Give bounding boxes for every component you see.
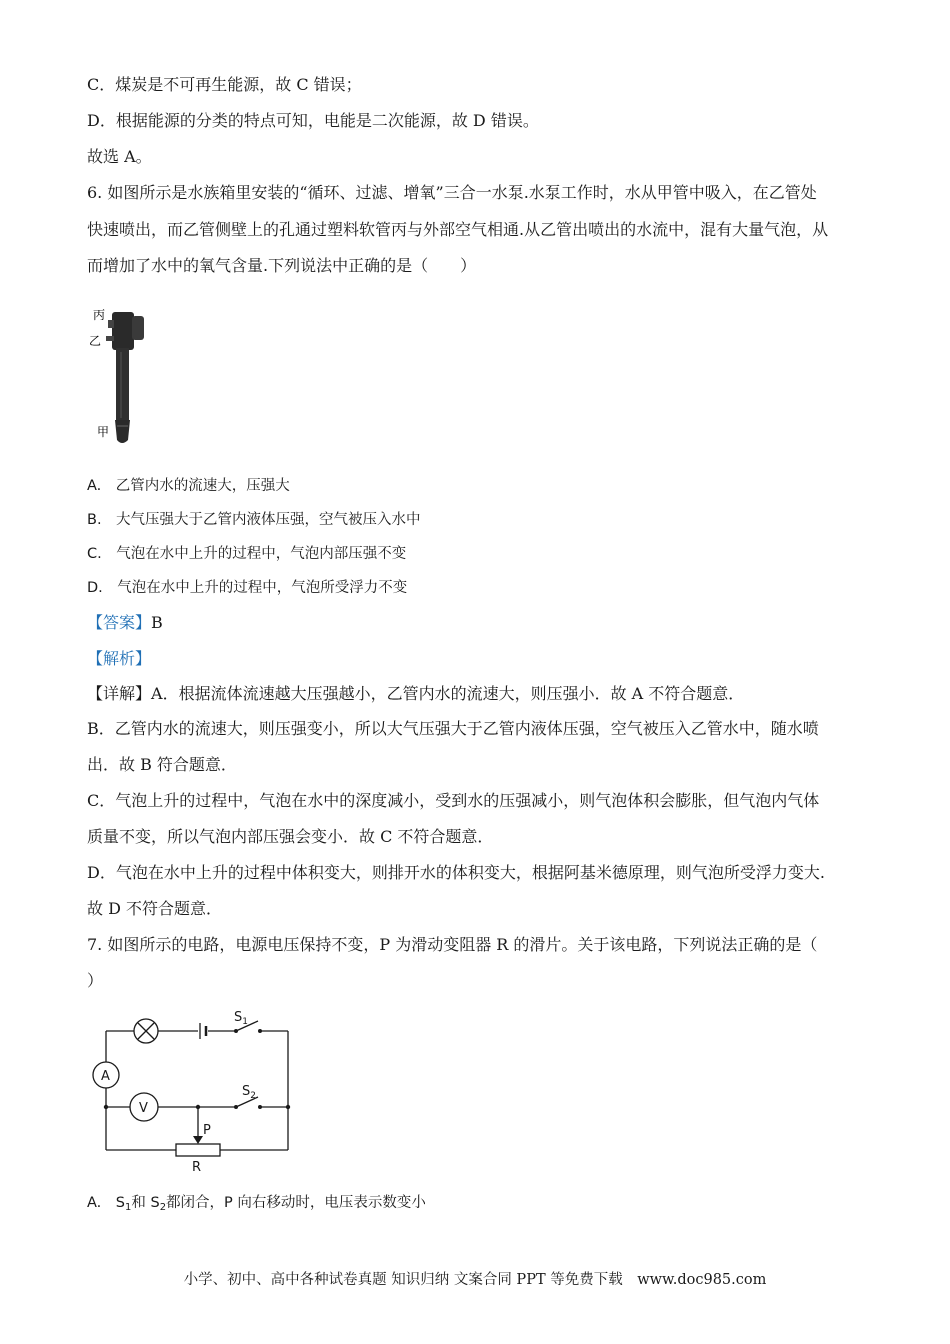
prev-option-d: D．根据能源的分类的特点可知，电能是二次能源，故 D 错误。 (87, 111, 539, 130)
circuit-figure (86, 1005, 306, 1180)
label-ammeter: A (101, 1069, 110, 1084)
pump-figure (86, 300, 156, 450)
q6-option-c: C. 气泡在水中上升的过程中，气泡内部压强不变 (87, 546, 407, 562)
q6-line-2: 快速喷出，而乙管侧壁上的孔通过塑料软管丙与外部空气相通.从乙管出喷出的水流中，混有大量气泡，从 (87, 220, 829, 239)
label-bing: 丙 (93, 308, 106, 322)
pump-inlet-bing (108, 320, 114, 328)
switch-s2-pivot (234, 1105, 238, 1109)
label-s2: $S_2$ (242, 1084, 256, 1101)
q6-line-3: 而增加了水中的氧气含量.下列说法中正确的是（ ） (87, 256, 477, 275)
q7-line-1: 7. 如图所示的电路，电源电压保持不变，P 为滑动变阻器 R 的滑片。关于该电路，下列说法正确的是（ (87, 935, 818, 954)
switch-s2-contact (258, 1105, 262, 1109)
explain-b-line-2: 出．故 B 符合题意． (87, 755, 237, 774)
switch-s1-pivot (234, 1029, 238, 1033)
slider-arrow (193, 1136, 203, 1144)
junction-right (286, 1105, 290, 1109)
q7-option-a-prefix: A. S (87, 1195, 125, 1211)
answer-tag: 【答案】 (87, 613, 152, 632)
q6-option-a: A. 乙管内水的流速大，压强大 (87, 478, 290, 494)
q7-line-2: ） (87, 971, 104, 990)
explain-c-line-1: C．气泡上升的过程中，气泡在水中的深度减小，受到水的压强减小，则气泡体积会膨胀，但气泡内气体 (87, 791, 820, 810)
explain-a-line (87, 684, 744, 704)
pump-outlet-yi (106, 336, 114, 341)
q7-option-a-mid: 和 S (131, 1195, 160, 1211)
explain-tag: 【详解】 (87, 684, 152, 703)
junction-slider (196, 1105, 200, 1109)
resistor-body (176, 1144, 220, 1156)
explain-c-line-2: 质量不变，所以气泡内部压强会变小．故 C 不符合题意． (87, 827, 494, 846)
q7-option-a (87, 1193, 426, 1218)
q7-option-a-sub1: 1 (124, 1202, 132, 1213)
analysis-line (87, 649, 151, 669)
page-footer: 小学、初中、高中各种试卷真题 知识归纳 文案合同 PPT 等免费下载 www.doc985.com (183, 1272, 767, 1288)
explain-d-line-1: D．气泡在水中上升的过程中体积变大，则排开水的体积变大，根据阿基米德原理，则气泡所受浮力变大. (87, 863, 825, 882)
analysis-tag: 【解析】 (87, 649, 152, 668)
q7-option-a-rest: 都闭合，P 向右移动时，电压表示数变小 (166, 1195, 426, 1211)
prev-conclusion: 故选 A。 (87, 147, 152, 166)
explain-a-text: A．根据流体流速越大压强越小，乙管内水的流速大，则压强小．故 A 不符合题意． (151, 684, 745, 703)
label-resistor-r: R (192, 1160, 202, 1175)
explain-b-line-1: B．乙管内水的流速大，则压强变小，所以大气压强大于乙管内液体压强，空气被压入乙管水中，随水喷 (87, 719, 819, 738)
pump-tube (116, 348, 129, 420)
q6-option-b: B. 大气压强大于乙管内液体压强，空气被压入水中 (87, 512, 421, 528)
q7-option-a-sub2: 2 (159, 1202, 167, 1213)
prev-option-c: C．煤炭是不可再生能源，故 C 错误； (87, 75, 362, 94)
label-slider-p: P (203, 1123, 211, 1138)
label-jia: 甲 (97, 425, 110, 439)
switch-s1-contact (258, 1029, 262, 1033)
label-yi: 乙 (89, 334, 102, 348)
answer-line (87, 613, 163, 633)
pump-head (112, 312, 134, 350)
q6-option-d: D. 气泡在水中上升的过程中，气泡所受浮力不变 (87, 580, 408, 596)
explain-d-line-2: 故 D 不符合题意． (87, 899, 223, 918)
junction-left (104, 1105, 108, 1109)
q6-line-1: 6. 如图所示是水族箱里安装的“循环、过滤、增氧”三合一水泵.水泵工作时，水从甲管中吸入，在乙管处 (87, 183, 817, 202)
label-voltmeter: V (139, 1101, 148, 1116)
answer-value: B (151, 613, 163, 632)
pump-nozzle-jia (115, 420, 130, 443)
label-s1: $S_1$ (234, 1010, 248, 1027)
pump-side-block (132, 316, 144, 340)
